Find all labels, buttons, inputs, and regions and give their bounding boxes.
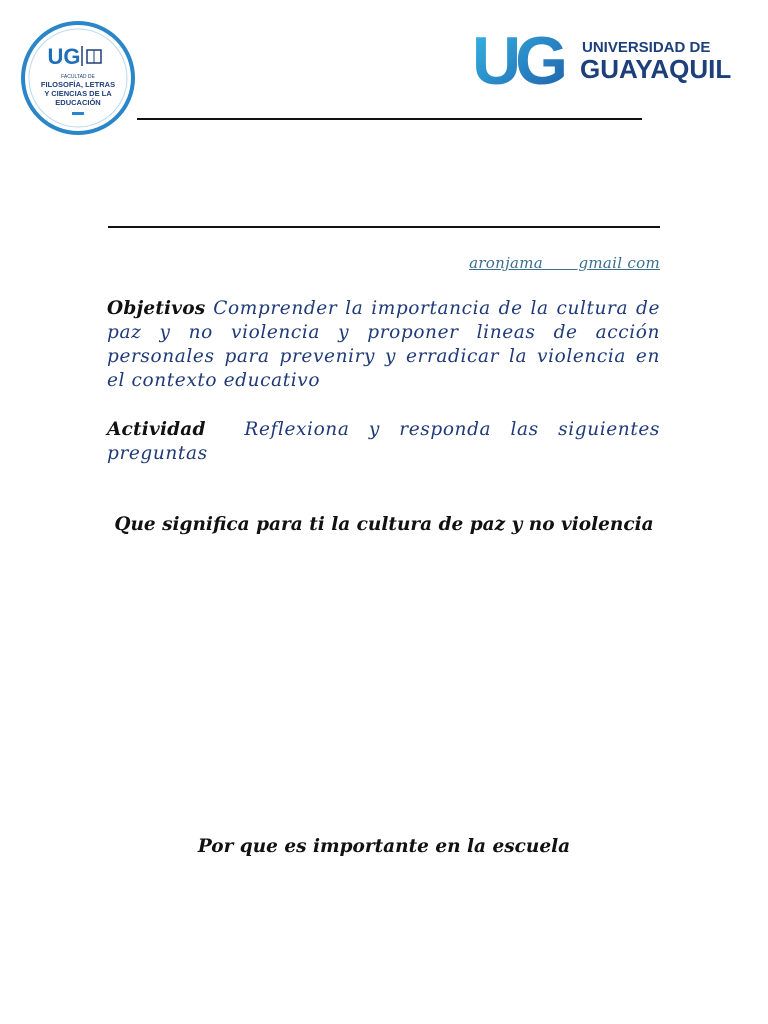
email-link[interactable]: aronjama gmail com — [469, 254, 660, 272]
logo-name-bottom: GUAYAQUIL — [580, 54, 732, 84]
name-line — [137, 118, 642, 120]
objetivos-heading: Objetivos — [107, 298, 206, 319]
logo-name-top: UNIVERSIDAD DE — [582, 39, 711, 56]
logo-mark: UG — [472, 24, 562, 94]
faculty-seal-logo — [20, 20, 136, 136]
seal-line-2: FILOSOFÍA, LETRAS — [40, 80, 116, 89]
question-2: Por que es importante en la escuela — [197, 836, 571, 857]
actividad-paragraph — [107, 418, 667, 466]
university-logo — [472, 24, 734, 94]
objetivos-text: Comprender la importancia de la cultura de paz y no violencia y proponer lineas de acción personales para preveniry y erradicar la violencia en el contexto educativo — [107, 298, 660, 391]
actividad-text: Reflexiona y responda las siguientes preguntas — [107, 419, 667, 464]
seal-brand-text: UG — [47, 44, 81, 69]
signature-line — [108, 226, 660, 228]
actividad-heading: Actividad — [107, 419, 206, 440]
seal-line-1: FACULTAD DE — [61, 74, 95, 80]
question-1: Que significa para ti la cultura de paz y no violencia — [114, 514, 654, 535]
seal-line-4: EDUCACIÓN — [55, 98, 101, 107]
seal-line-3: Y CIENCIAS DE LA — [44, 89, 112, 98]
objetivos-paragraph — [107, 297, 660, 393]
